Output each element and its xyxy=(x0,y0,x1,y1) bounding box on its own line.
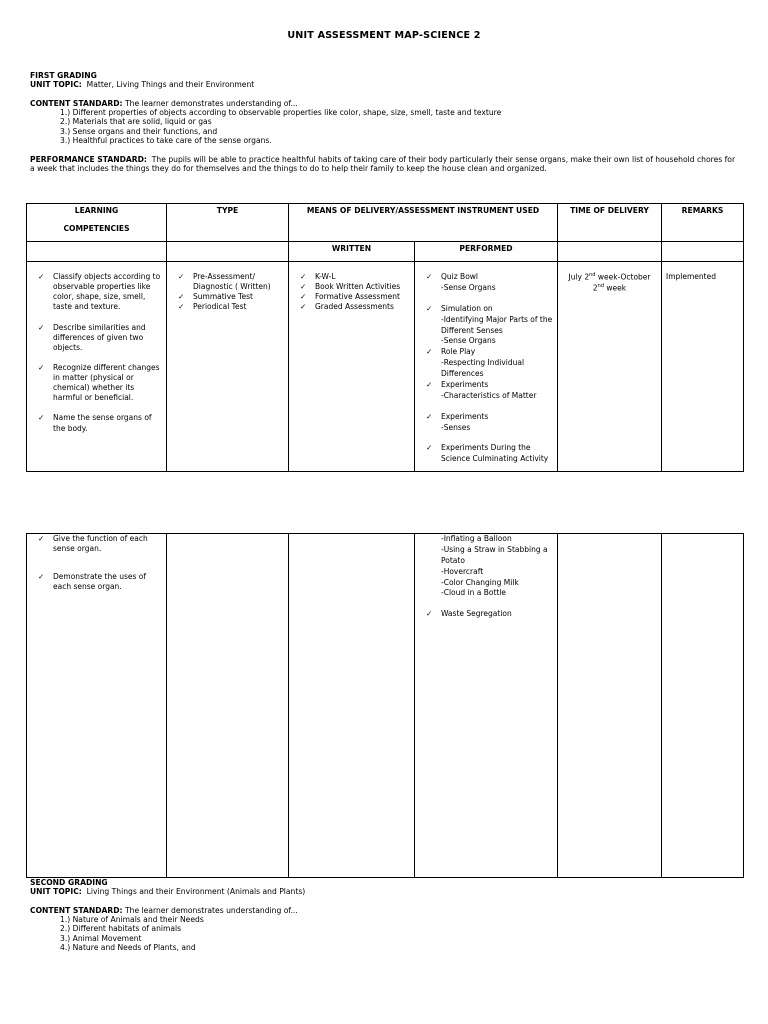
list-item: ✓ Describe similarities and differences of given two objects. xyxy=(38,322,146,352)
list-item: ✓ Give the function of each sense organ. xyxy=(38,534,148,554)
list-item: ✓ Recognize different changes in matter (physical or chemical) whether its harmful or beneficial. xyxy=(38,362,160,403)
list-item: ✓ Demonstrate the uses of each sense organ. xyxy=(38,572,146,592)
check-icon: ✓ xyxy=(300,292,307,302)
assessment-table xyxy=(26,203,744,472)
header-performed: PERFORMED xyxy=(415,242,558,262)
header-learning-competencies: LEARNING COMPETENCIES xyxy=(27,204,167,242)
list-item: ✓ Simulation on xyxy=(426,303,493,313)
time-cell: July 2nd week-October 2nd week xyxy=(558,262,662,472)
list-item: ✓ Classify objects according to observable properties like color, shape, size, smell, taste and texture. xyxy=(38,272,161,312)
check-icon: ✓ xyxy=(426,303,433,313)
first-content-item: 2.) Materials that are solid, liquid or gas xyxy=(60,117,212,127)
header-written: WRITTEN xyxy=(289,242,415,262)
list-item: ✓ Pre-Assessment/ Diagnostic ( Written) xyxy=(178,272,271,292)
check-icon: ✓ xyxy=(426,411,433,421)
remarks-cell: Implemented xyxy=(662,262,744,472)
check-icon: ✓ xyxy=(38,572,45,582)
list-item: ✓ Waste Segregation xyxy=(426,609,512,619)
first-grading-heading: FIRST GRADING xyxy=(30,71,97,80)
first-grading-section xyxy=(30,71,740,173)
first-content-item: 3.) Healthful practices to take care of the sense organs. xyxy=(60,135,272,145)
header-time: TIME OF DELIVERY xyxy=(558,204,662,242)
list-item: ✓ K-W-L xyxy=(300,272,336,281)
second-grading-section xyxy=(30,878,740,952)
document-title: UNIT ASSESSMENT MAP-SCIENCE 2 xyxy=(287,30,481,41)
check-icon: ✓ xyxy=(300,282,307,292)
list-item: ✓ Quiz Bowl xyxy=(426,272,479,281)
check-icon: ✓ xyxy=(38,272,45,281)
check-icon: ✓ xyxy=(178,302,185,312)
header-type: TYPE xyxy=(167,204,289,242)
check-icon: ✓ xyxy=(38,413,45,423)
second-content-item: 1.) Nature of Animals and their Needs xyxy=(60,915,204,925)
check-icon: ✓ xyxy=(38,362,45,372)
second-content-standard: CONTENT STANDARD: The learner demonstrates understanding of... xyxy=(30,906,298,916)
list-item: ✓ Graded Assessments xyxy=(300,302,394,312)
list-item: ✓ Formative Assessment xyxy=(300,292,400,302)
performed-cell: ✓ Quiz Bowl -Sense Organs ✓ Simulation on -Identifying Major Parts of the Different Senses -Sense Organs ✓ Role Play -Respecting Individual Differences ✓ Experiments -Characteristics of Matter ✓ Experiments -Senses ✓ Experiments During the Science Culminating Activity xyxy=(415,262,558,472)
check-icon: ✓ xyxy=(426,379,433,389)
list-item: ✓ Experiments xyxy=(426,379,489,389)
list-item: ✓ Periodical Test xyxy=(178,302,247,312)
list-item: ✓ Book Written Activities xyxy=(300,282,401,292)
check-icon: ✓ xyxy=(426,347,433,357)
check-icon: ✓ xyxy=(300,272,307,281)
first-content-standard: CONTENT STANDARD: The learner demonstrates understanding of... xyxy=(30,99,298,109)
check-icon: ✓ xyxy=(426,272,433,281)
second-content-item: 4.) Nature and Needs of Plants, and xyxy=(60,942,196,952)
check-icon: ✓ xyxy=(426,443,433,453)
first-performance-standard: PERFORMANCE STANDARD: The pupils will be able to practice healthful habits of taking care of their body particularly their sense organs, make their own list of household chores for a week that includes the things they do for themselves and the things to do to help their family to keep the house clean and organized. xyxy=(30,154,736,173)
second-content-item: 3.) Animal Movement xyxy=(60,933,142,943)
competencies-cell xyxy=(27,534,167,878)
list-item: ✓ Summative Test xyxy=(178,292,253,302)
competencies-cell xyxy=(27,262,167,472)
second-content-item: 2.) Different habitats of animals xyxy=(60,924,182,934)
list-item: ✓ Experiments During the Science Culminating Activity xyxy=(426,443,549,464)
second-unit-topic: UNIT TOPIC: Living Things and their Environment (Animals and Plants) xyxy=(30,887,306,897)
performed-cell: -Inflating a Balloon -Using a Straw in Stabbing a Potato -Hovercraft -Color Changing Milk -Cloud in a Bottle ✓ Waste Segregation xyxy=(415,534,558,878)
type-cell xyxy=(167,262,289,472)
check-icon: ✓ xyxy=(300,302,307,312)
second-grading-heading: SECOND GRADING xyxy=(30,878,108,887)
check-icon: ✓ xyxy=(426,609,433,619)
header-means: MEANS OF DELIVERY/ASSESSMENT INSTRUMENT USED xyxy=(289,204,558,242)
check-icon: ✓ xyxy=(38,322,45,332)
list-item: ✓ Name the sense organs of the body. xyxy=(38,413,152,433)
check-icon: ✓ xyxy=(178,292,185,302)
list-item: ✓ Role Play xyxy=(426,347,476,357)
check-icon: ✓ xyxy=(178,272,185,281)
first-content-item: 3.) Sense organs and their functions, and xyxy=(60,126,218,136)
first-unit-topic: UNIT TOPIC: Matter, Living Things and their Environment xyxy=(30,80,255,90)
header-remarks: REMARKS xyxy=(662,204,744,242)
list-item: ✓ Experiments xyxy=(426,411,489,421)
assessment-table-continued xyxy=(26,533,744,878)
written-cell xyxy=(289,262,415,472)
check-icon: ✓ xyxy=(38,534,45,543)
first-content-item: 1.) Different properties of objects according to observable properties like color, shape, size, smell, taste and texture xyxy=(60,108,502,118)
